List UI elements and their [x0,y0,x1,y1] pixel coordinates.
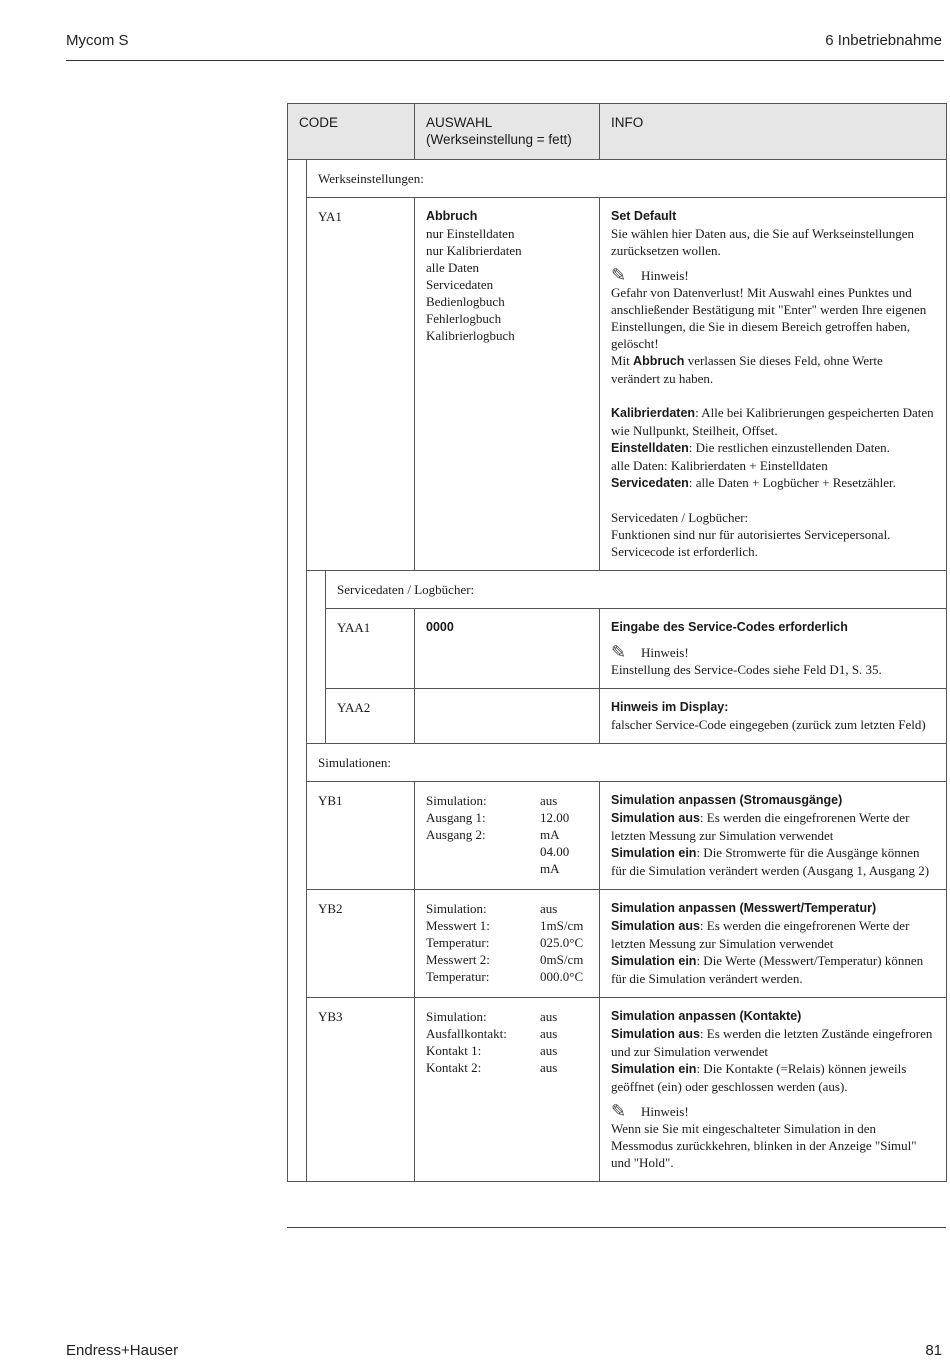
table-row [288,998,947,1182]
table-row [288,198,947,571]
info-yaa2: Hinweis im Display: falscher Service-Code eingegeben (zurück zum letzten Feld) [611,700,926,732]
info-yb2: Simulation anpassen (Messwert/Temperatur) Simulation aus: Es werden die eingefrorenen Werte der letzten Messung zur Simulation verwendet Simulation ein: Die Werte (Messwert/Temperatur) können für die Simulation verändert werden. [611,901,924,986]
table-row [288,890,947,998]
table-row [288,782,947,890]
footer-brand: Endress+Hauser [66,1342,179,1359]
table-row [288,689,947,744]
running-header-chapter: 6 Inbetriebnahme [825,32,942,49]
code-yb2: YB2 [318,901,343,916]
running-header-title: Mycom S [66,32,129,49]
section-row [288,744,947,782]
code-yaa2: YAA2 [337,700,371,715]
header-code: CODE [288,104,415,160]
gutter-outer [288,160,307,744]
info-yb3: Simulation anpassen (Kontakte) Simulation aus: Es werden die letzten Zustände eingefroren und zur Simulation verwendet Simulation ein: Die Kontakte (=Relais) können jeweils geöffnet (ein) oder geschlossen werden (aus). ✎ Hinweis! Wenn sie Sie mit eingeschalteter Simulation in den Messmodus zurückkehren, blinken in der Anzeige "Simul" und "Hold". [611,1009,933,1170]
section-werkseinstellungen: Werkseinstellungen: [318,171,424,186]
table-header-row [288,104,947,160]
pencil-note-icon: ✎ [611,642,627,662]
table-row [288,609,947,689]
value-yaa1: 0000 [426,620,454,634]
code-yb3: YB3 [318,1009,343,1024]
options-yb1: Simulation: aus Ausgang 1: 12.00 Ausgang 2: mA 04.00 mA [426,793,570,876]
info-yb1: Simulation anpassen (Stromausgänge) Simulation aus: Es werden die eingefrorenen Werte der letzten Messung zur Simulation verwendet Simulation ein: Die Stromwerte für die Ausgänge können für die Simulation verändert werden (Ausgang 1, Ausgang 2) [611,793,930,878]
page-number: 81 [925,1342,942,1359]
table-end-rule [287,1227,946,1228]
pencil-note-icon: ✎ [611,265,627,285]
info-yaa1: Eingabe des Service-Codes erforderlich ✎ Hinweis! Einstellung des Service-Codes siehe Feld D1, S. 35. [611,620,882,677]
code-ya1: YA1 [318,209,342,224]
section-row [288,571,947,609]
info-ya1: Set Default Sie wählen hier Daten aus, die Sie auf Werkseinstellungen zurücksetzen wollen. ✎ Hinweis! Gefahr von Datenverlust! Mit Auswahl eines Punktes und anschließender Bestätigung mit "Enter" werden Ihre eigenen Einstellungen, die Sie in diesem Bereich getroffen haben, gelöscht! Mit Abbruch verlassen Sie dieses Feld, ohne Werte verändert zu haben. Kalibrierdaten: Alle bei Kalibrierungen gespeicherten Daten wie Nullpunkt, Steilheit, Offset. Einstelldaten: Die restlichen einzustellenden Daten. alle Daten: Kalibrierdaten + Einstelldaten Servicedaten: alle Daten + Logbücher + Resetzähler. Servicedaten / Logbücher: Funktionen sind nur für autorisiertes Servicepersonal. Servicecode ist erforderlich. [611,209,934,559]
section-servicedaten: Servicedaten / Logbücher: [337,582,475,597]
header-info: INFO [600,104,947,160]
header-auswahl: AUSWAHL (Werkseinstellung = fett) [415,104,600,160]
options-yb2: Simulation: aus Messwert 1: 1mS/cm Temperatur: 025.0°C Messwert 2: 0mS/cm Temperatur: 000.0°C [426,901,584,984]
gutter-outer [288,744,307,1182]
header-rule [66,60,944,61]
options-ya1: Abbruch nur Einstelldaten nur Kalibrierdaten alle Daten Servicedaten Bedienlogbuch Fehlerlogbuch Kalibrierlogbuch [426,209,522,343]
pencil-note-icon: ✎ [611,1101,627,1121]
section-row [288,160,947,198]
options-yb3: Simulation: aus Ausfallkontakt: aus Kontakt 1: aus Kontakt 2: aus [426,1009,558,1075]
section-simulationen: Simulationen: [318,755,391,770]
gutter-inner [307,571,326,744]
code-yaa1: YAA1 [337,620,371,635]
code-yb1: YB1 [318,793,343,808]
parameter-table [287,103,947,1182]
